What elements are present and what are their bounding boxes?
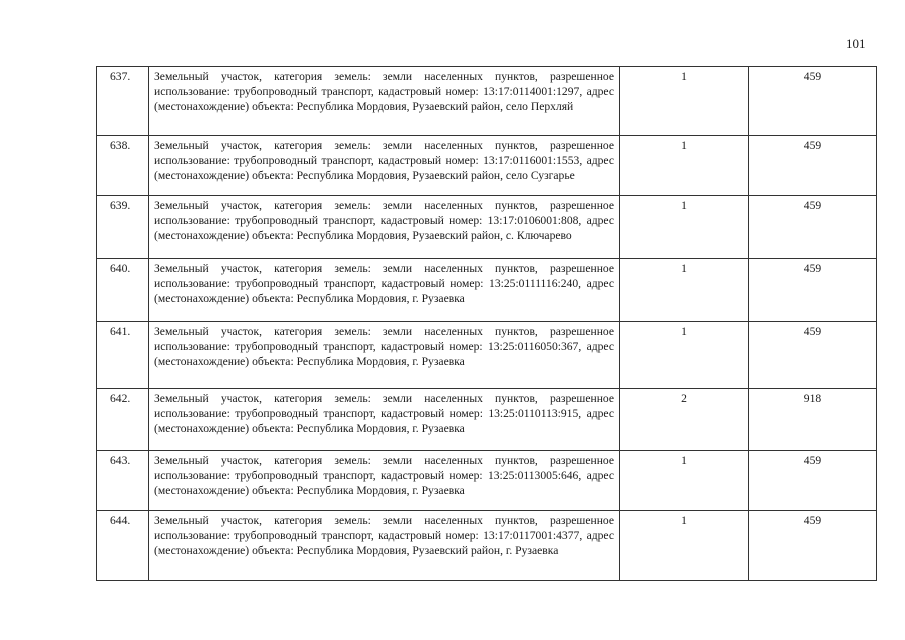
row-description: Земельный участок, категория земель: земли населенных пунктов, разрешенное использование: трубопроводный транспорт, кадастровый номер: 13:17:0106001:808, адрес (местонахождение) объекта: Республика Мордовия, Рузаевский район, с. Ключарево	[149, 196, 620, 259]
row-description: Земельный участок, категория земель: земли населенных пунктов, разрешенное использование: трубопроводный транспорт, кадастровый номер: 13:17:0116001:1553, адрес (местонахождение) объекта: Республика Мордовия, Рузаевский район, село Сузгарье	[149, 136, 620, 196]
row-number: 644.	[97, 511, 149, 581]
row-quantity: 1	[620, 322, 749, 389]
row-sum: 918	[749, 389, 877, 451]
table-row	[97, 196, 877, 259]
row-description: Земельный участок, категория земель: земли населенных пунктов, разрешенное использование: трубопроводный транспорт, кадастровый номер: 13:25:0110113:915, адрес (местонахождение) объекта: Республика Мордовия, г. Рузаевка	[149, 389, 620, 451]
row-description: Земельный участок, категория земель: земли населенных пунктов, разрешенное использование: трубопроводный транспорт, кадастровый номер: 13:25:0116050:367, адрес (местонахождение) объекта: Республика Мордовия, г. Рузаевка	[149, 322, 620, 389]
table-row	[97, 67, 877, 136]
row-sum: 459	[749, 322, 877, 389]
row-quantity: 1	[620, 511, 749, 581]
page-number: 101	[846, 36, 866, 51]
row-quantity: 2	[620, 389, 749, 451]
row-number: 638.	[97, 136, 149, 196]
row-sum: 459	[749, 511, 877, 581]
row-number: 639.	[97, 196, 149, 259]
row-description: Земельный участок, категория земель: земли населенных пунктов, разрешенное использование: трубопроводный транспорт, кадастровый номер: 13:17:0114001:1297, адрес (местонахождение) объекта: Республика Мордовия, Рузаевский район, село Перхляй	[149, 67, 620, 136]
row-number: 637.	[97, 67, 149, 136]
row-sum: 459	[749, 259, 877, 322]
row-quantity: 1	[620, 196, 749, 259]
row-quantity: 1	[620, 67, 749, 136]
row-description: Земельный участок, категория земель: земли населенных пунктов, разрешенное использование: трубопроводный транспорт, кадастровый номер: 13:17:0117001:4377, адрес (местонахождение) объекта: Республика Мордовия, Рузаевский район, г. Рузаевка	[149, 511, 620, 581]
row-number: 640.	[97, 259, 149, 322]
table-row	[97, 451, 877, 511]
row-sum: 459	[749, 451, 877, 511]
table-row	[97, 259, 877, 322]
table-row	[97, 136, 877, 196]
row-quantity: 1	[620, 259, 749, 322]
row-quantity: 1	[620, 136, 749, 196]
row-sum: 459	[749, 67, 877, 136]
row-description: Земельный участок, категория земель: земли населенных пунктов, разрешенное использование: трубопроводный транспорт, кадастровый номер: 13:25:0113005:646, адрес (местонахождение) объекта: Республика Мордовия, г. Рузаевка	[149, 451, 620, 511]
land-plot-table	[96, 66, 877, 581]
row-number: 641.	[97, 322, 149, 389]
row-quantity: 1	[620, 451, 749, 511]
row-sum: 459	[749, 136, 877, 196]
table-row	[97, 389, 877, 451]
row-number: 643.	[97, 451, 149, 511]
row-sum: 459	[749, 196, 877, 259]
table-row	[97, 322, 877, 389]
table-row	[97, 511, 877, 581]
row-description: Земельный участок, категория земель: земли населенных пунктов, разрешенное использование: трубопроводный транспорт, кадастровый номер: 13:25:0111116:240, адрес (местонахождение) объекта: Республика Мордовия, г. Рузаевка	[149, 259, 620, 322]
row-number: 642.	[97, 389, 149, 451]
